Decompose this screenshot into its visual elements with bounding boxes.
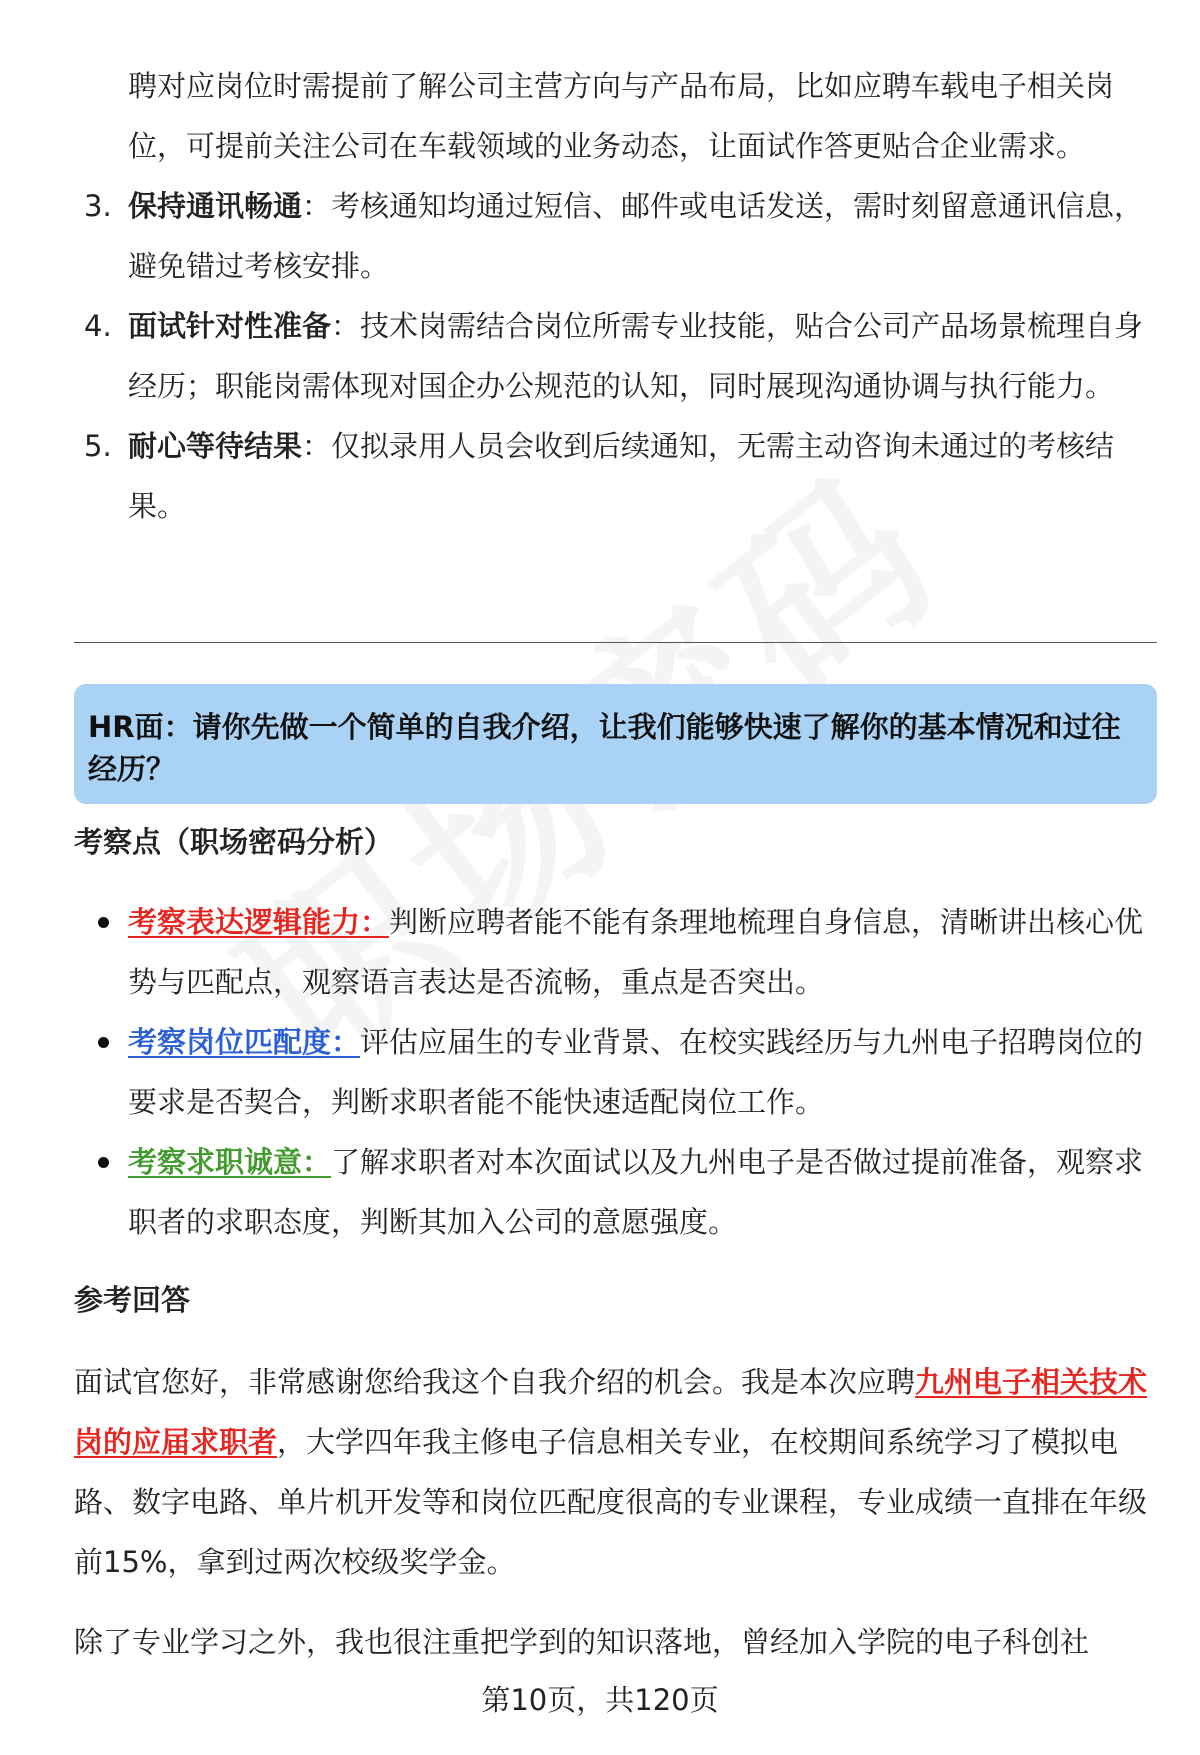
list-number: 3. [84, 189, 112, 223]
tip-text: ：仅拟录用人员会收到后续通知，无需主动咨询未通过的考核结果。 [128, 429, 1115, 523]
list-number: 5. [84, 429, 112, 463]
bullet-icon [98, 917, 109, 928]
bullet-icon [98, 1037, 109, 1048]
analysis-heading: 考察点（职场密码分析） [74, 825, 394, 859]
answer-text: 面试官您好，非常感谢您给我这个自我介绍的机会。我是本次应聘 [74, 1365, 916, 1399]
bullet-icon [98, 1157, 109, 1168]
tip-text: ：技术岗需结合岗位所需专业技能，贴合公司产品场景梳理自身经历；职能岗需体现对国企办公规范的认知，同时展现沟通协调与执行能力。 [128, 309, 1144, 403]
answer-text: ，大学四年我主修电子信息相关专业，在校期间系统学习了模拟电路、数字电路、单片机开发等和岗位匹配度很高的专业课程，专业成绩一直排在年级前15%，拿到过两次校级奖学金。 [74, 1425, 1148, 1579]
point-label: 考察表达逻辑能力： [128, 905, 390, 939]
tip-title: 面试针对性准备 [128, 309, 332, 343]
list-number: 4. [84, 309, 112, 343]
point-label: 考察岗位匹配度： [128, 1025, 361, 1059]
question-box [74, 684, 1157, 804]
tip-title: 保持通讯畅通 [128, 189, 303, 223]
answer-heading: 参考回答 [74, 1283, 191, 1317]
interview-question: HR面：请你先做一个简单的自我介绍，让我们能够快速了解你的基本情况和过往经历？ [88, 710, 1121, 786]
tip-title: 耐心等待结果 [128, 429, 303, 463]
point-text: 了解求职者对本次面试以及九州电子是否做过提前准备，观察求职者的求职态度，判断其加入公司的意愿强度。 [128, 1145, 1144, 1239]
analysis-points [98, 892, 1148, 1252]
list-item [98, 1012, 1148, 1132]
list-item [84, 296, 1144, 416]
answer-paragraph-1 [74, 1352, 1158, 1592]
point-text: 评估应届生的专业背景、在校实践经历与九州电子招聘岗位的要求是否契合，判断求职者能不能快速适配岗位工作。 [128, 1025, 1144, 1119]
list-item [84, 176, 1144, 296]
tip-text: ：考核通知均通过短信、邮件或电话发送，需时刻留意通讯信息，避免错过考核安排。 [128, 189, 1144, 283]
answer-paragraph-2: 除了专业学习之外，我也很注重把学到的知识落地，曾经加入学院的电子科创社 [74, 1625, 1090, 1659]
answer-highlight: 九州电子相关技术岗的应届求职者 [74, 1365, 1148, 1459]
section-divider [74, 642, 1157, 643]
list-item [98, 1132, 1148, 1252]
point-label: 考察求职诚意： [128, 1145, 332, 1179]
list-item [84, 416, 1144, 536]
list-item [98, 892, 1148, 1012]
tips-list [84, 176, 1144, 536]
point-text: 判断应聘者能不能有条理地梳理自身信息，清晰讲出核心优势与匹配点，观察语言表达是否流畅，重点是否突出。 [128, 905, 1144, 999]
page-number: 第10页，共120页 [481, 1683, 719, 1717]
tip-2-continuation: 聘对应岗位时需提前了解公司主营方向与产品布局，比如应聘车载电子相关岗位，可提前关注公司在车载领域的业务动态，让面试作答更贴合企业需求。 [128, 69, 1115, 163]
